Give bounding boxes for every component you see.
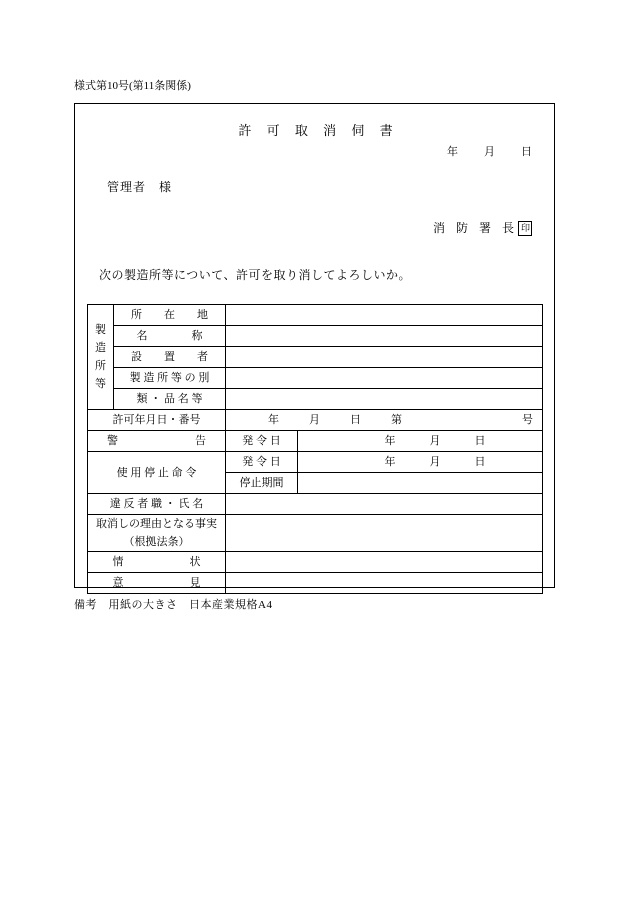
warning-issue-date-label: 発 令 日 [226,431,298,452]
suspension-month-label: 月 [429,456,441,468]
permit-number-prefix: 第 [391,414,402,426]
table-row [88,347,543,368]
seal-icon: 印 [518,221,532,236]
row-value-opinion[interactable] [226,573,543,594]
row-label-violator: 違 反 者 職 ・ 氏 名 [88,494,226,515]
table-row [88,431,543,452]
warning-month-label: 月 [429,435,441,447]
lead-text: 次の製造所等について、許可を取り消してよろしいか。 [99,268,412,282]
vertical-char-2: 造 [95,342,106,354]
table-row [88,552,543,573]
row-value-location[interactable] [226,305,543,326]
table-row [88,368,543,389]
row-label-opinion: 意 見 [88,573,226,594]
page-title: 許 可 取 消 伺 書 [238,123,399,138]
vertical-group-label [88,305,114,410]
warning-year-label: 年 [384,435,396,447]
issuer-title: 消 防 署 長 [432,221,518,235]
permit-number-suffix: 号 [522,414,533,426]
table-row [88,515,543,552]
vertical-char-3: 所 [95,360,106,372]
form-table [87,304,543,594]
row-label-installer: 設 置 者 [114,347,226,368]
row-label-location: 所 在 地 [114,305,226,326]
table-row [88,389,543,410]
date-day-label: 日 [521,146,532,158]
warning-day-label: 日 [474,435,486,447]
suspension-year-label: 年 [384,456,396,468]
date-year-label: 年 [447,146,458,158]
row-label-facility-type: 製 造 所 等 の 別 [114,368,226,389]
table-row [88,452,543,473]
row-value-reason[interactable] [226,515,543,552]
suspension-period-value[interactable] [298,473,543,494]
reason-label-line2: （根拠法条） [123,536,190,548]
row-label-reason [88,515,226,552]
date-month-label: 月 [484,146,495,158]
row-value-circumstance[interactable] [226,552,543,573]
table-row [88,305,543,326]
table-row [88,326,543,347]
vertical-char-1: 製 [95,324,106,336]
suspension-day-label: 日 [474,456,486,468]
table-row [88,573,543,594]
row-value-name[interactable] [226,326,543,347]
row-value-permit-date[interactable] [226,410,543,431]
row-label-name: 名 称 [114,326,226,347]
suspension-period-label: 停止期間 [226,473,298,494]
row-label-circumstance: 情 状 [88,552,226,573]
row-value-violator[interactable] [226,494,543,515]
issuer-line [433,219,532,237]
row-value-category[interactable] [226,389,543,410]
permit-month-label: 月 [309,414,320,426]
table-row [88,494,543,515]
remark-note: 備考 用紙の大きさ 日本産業規格A4 [74,599,273,611]
form-number: 様式第10号(第11条関係) [74,80,191,92]
permit-day-label: 日 [350,414,361,426]
date-line [447,143,532,159]
warning-issue-date-value[interactable] [298,431,543,452]
form-outer-border [74,103,555,588]
reason-label-line1: 取消しの理由となる事実 [96,518,217,530]
row-label-permit-date: 許可年月日・番号 [88,410,226,431]
suspension-issue-date-value[interactable] [298,452,543,473]
vertical-char-4: 等 [95,378,106,390]
addressee: 管理者 様 [107,180,173,194]
row-value-facility-type[interactable] [226,368,543,389]
row-label-suspension-order: 使 用 停 止 命 令 [88,452,226,494]
permit-year-label: 年 [268,414,279,426]
row-label-category: 類 ・ 品 名 等 [114,389,226,410]
table-row [88,410,543,431]
suspension-issue-date-label: 発 令 日 [226,452,298,473]
row-value-installer[interactable] [226,347,543,368]
row-label-warning: 警 告 [88,431,226,452]
